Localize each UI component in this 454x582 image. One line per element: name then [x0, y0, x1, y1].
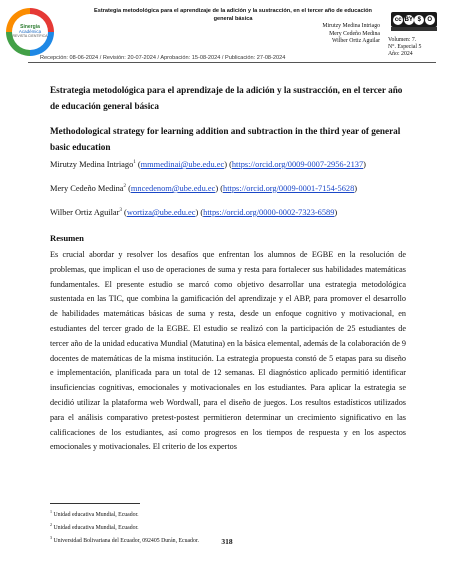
- by-icon: BY: [404, 16, 413, 23]
- author-email-link[interactable]: mmmedinai@ube.edu.ec: [140, 160, 225, 169]
- author-line: Mery Cedeño Medina$^2$ (mncedenom@ube.edu.ec) (https://orcid.org/0009-0001-7154-5628): [50, 184, 358, 193]
- creative-commons-badge[interactable]: [391, 12, 437, 27]
- page-number: 318: [221, 537, 233, 546]
- author-email-link[interactable]: wortiza@ube.edu.ec: [126, 208, 196, 217]
- volume-info: Volumen: 7. N°. Especial 5 Año: 2024: [388, 37, 422, 58]
- footnote: $^3$ Universidad Bolivariana del Ecuador, 092405 Durán, Ecuador.: [50, 534, 199, 544]
- orcid-link[interactable]: https://orcid.org/0009-0007-2956-2137: [231, 160, 364, 169]
- orcid-link[interactable]: https://orcid.org/0000-0002-7323-6589: [203, 208, 335, 217]
- license-strip: [391, 27, 437, 31]
- journal-logo: Sinergia Académica REVISTA CIENTÍFICA: [6, 8, 54, 56]
- abstract-heading: Resumen: [50, 233, 84, 243]
- running-title: Estrategia metodológica para el aprendizaje de la adición y la sustracción, en el tercer año de educación general básica: [94, 8, 372, 22]
- footnote: $^2$ Unidad educativa Mundial, Ecuador.: [50, 521, 139, 531]
- author-email-link[interactable]: mncedenom@ube.edu.ec: [130, 184, 216, 193]
- author-line: Wilber Ortiz Aguilar$^3$ (wortiza@ube.edu.ec) (https://orcid.org/0000-0002-7323-6589): [50, 208, 338, 217]
- header-author: Mirutzy Medina Intriago: [322, 23, 380, 29]
- footnote: $^1$ Unidad educativa Mundial, Ecuador.: [50, 509, 139, 518]
- cc-icon: cc: [394, 16, 402, 23]
- orcid-link[interactable]: https://orcid.org/0009-0001-7154-5628: [223, 184, 355, 193]
- article-title-es: Estrategia metodológica para el aprendizaje de la adición y la sustracción, en el tercer año de educación general básica: [50, 85, 403, 111]
- article-title-en: Methodological strategy for learning addition and subtraction in the third year of general basic education: [50, 126, 401, 152]
- publication-dates: Recepción: 08-06-2024 / Revisión: 20-07-2024 / Aprobación: 15-08-2024 / Publicación: 27-08-2024: [40, 55, 286, 61]
- author-line: Mirutzy Medina Intriago$^1$ (mmmedinai@ube.edu.ec) (https://orcid.org/0009-0007-2956-2137): [50, 160, 366, 169]
- header-author: Mery Cedeño Medina: [329, 30, 380, 37]
- footnote-divider: [50, 503, 140, 504]
- abstract-text: Es crucial abordar y resolver los desafíos que enfrentan los alumnos de EGBE en la resolución de problemas, que implican el uso de operaciones de suma y resta para fortalecer sus habilidades matemáticas fundamentales. El presente estudio se marcó como objetivo desarrollar una estrategia metodológica sustentada en las TIC, que combina la gamificación del aprendizaje y el ABP, para promover el desarrollo de habilidades matemáticas básicas de suma y resta, desde un enfoque cognitivo y motivacional, en estudiantes del tercer grado de la EGBE. El estudio se realizó con la participación de 25 estudiantes de tercer año de la unidad educativa Mundial (Matutina) en la básica elemental, además de la colaboración de 9 docentes de matemáticas de la misma institución. La estrategia propuesta constó de 5 etapas para su diseño e implementación, planificada para un total de 12 semanas. El diagnóstico aplicado permitió identificar insuficiencias cognitivas, emocionales y motivacionales en los estudiantes. Para aplicar la estrategia se decidió utilizar la plataforma web Wordwall, para el diseño de juegos. Los resultos estadísticos utilizados para el análisis comparativo pretest-postest permitieron determinar un crecimiento significativo en las calificaciones de los estudiantes, así como progresos en los tiempos de respuesta y en los aspectos emocionales y motivacionales. El criterio de los expertos: [50, 250, 406, 452]
- header-divider: [28, 62, 436, 63]
- header-author: Wilber Ortiz Aguilar: [331, 38, 380, 44]
- header-authors: [240, 23, 380, 46]
- noncommercial-icon: $: [414, 15, 424, 25]
- sharealike-icon: O: [425, 15, 435, 25]
